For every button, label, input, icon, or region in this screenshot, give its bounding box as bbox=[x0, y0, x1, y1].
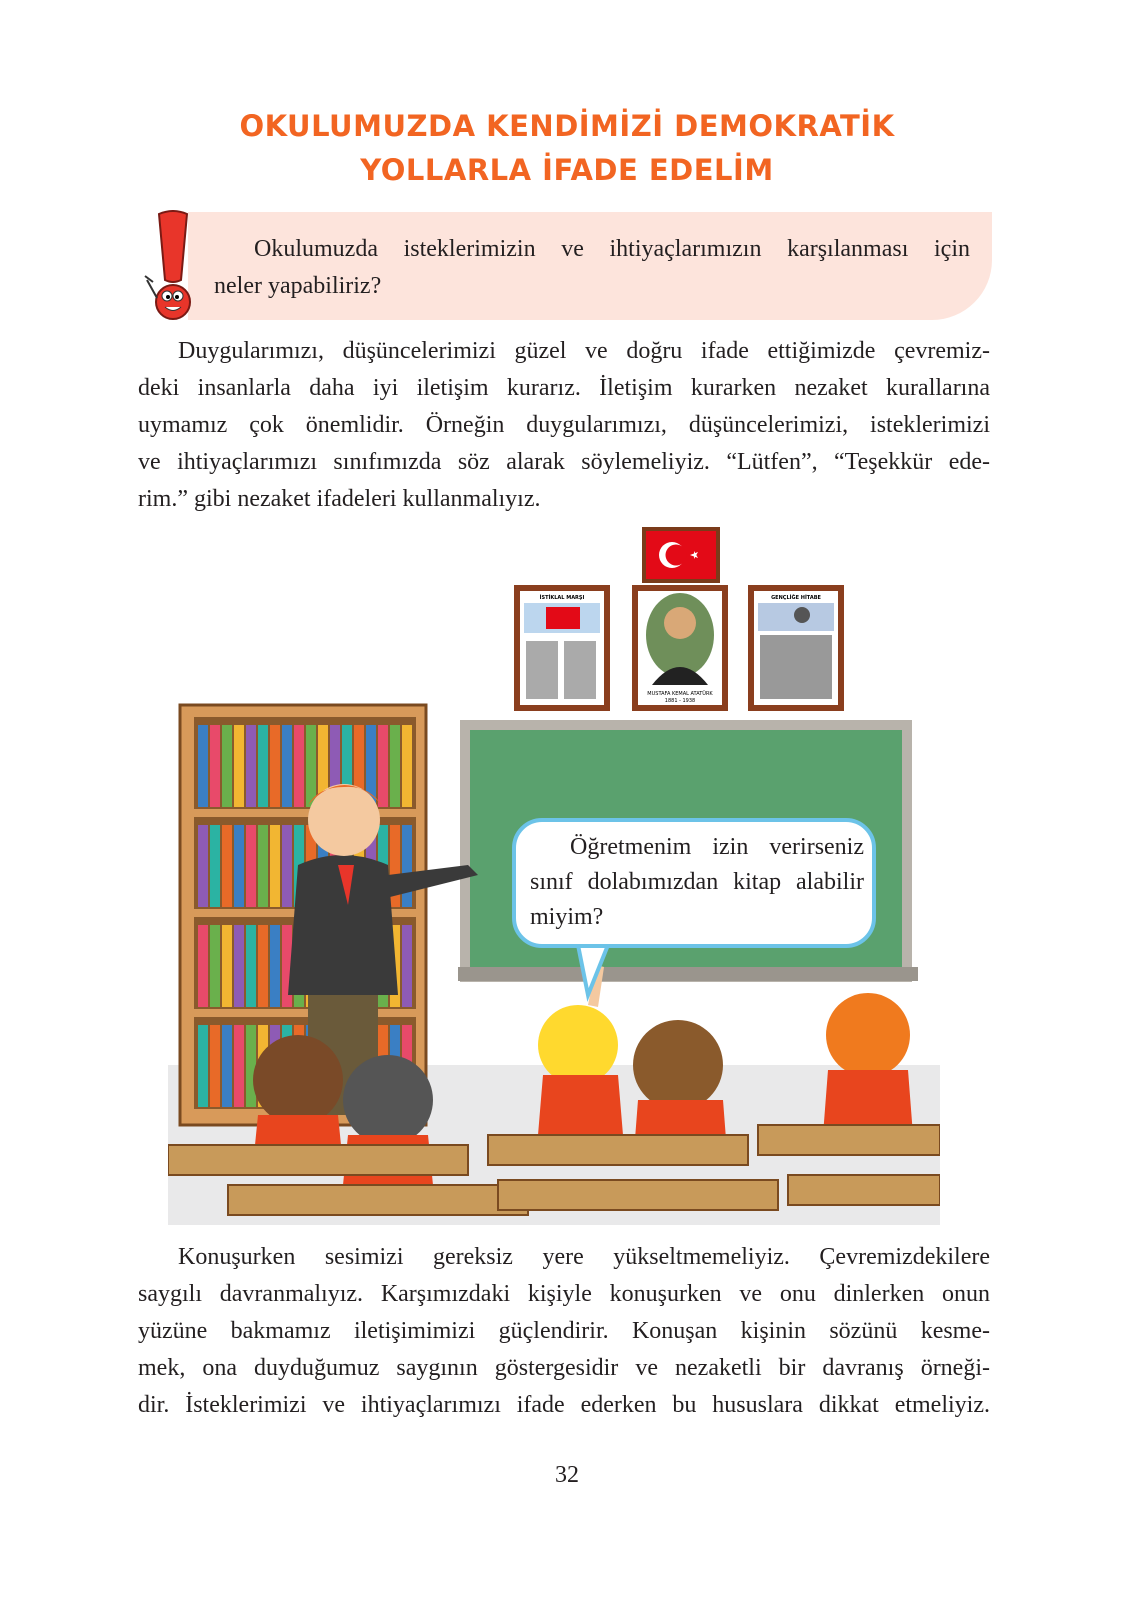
book bbox=[402, 725, 412, 807]
exclamation-mascot-icon bbox=[143, 210, 199, 322]
ataturk-years: 1881 - 1938 bbox=[664, 698, 696, 704]
book bbox=[210, 1025, 220, 1107]
question-line: neler yapabiliriz? bbox=[214, 273, 382, 299]
paragraph-line: ve ihtiyaçlarımızı sınıfımızda söz alarak söylemeliyiz. “Lütfen”, “Teşekkür ede- bbox=[138, 449, 990, 475]
turkish-flag-icon bbox=[642, 527, 720, 583]
book bbox=[198, 825, 208, 907]
book bbox=[294, 725, 304, 807]
book bbox=[270, 825, 280, 907]
paragraph-line: uymamız çok önemlidir. Örneğin duygularımızı, düşüncelerimizi, isteklerimizi bbox=[138, 412, 990, 438]
istiklal-caption: İSTİKLAL MARŞI bbox=[539, 595, 585, 601]
title-line-2: YOLLARLA İFADE EDELİM bbox=[360, 153, 774, 187]
title-line-1: OKULUMUZDA KENDİMİZİ DEMOKRATİK bbox=[239, 109, 895, 143]
bubble-line: Öğretmenim izin verirseniz bbox=[570, 834, 864, 860]
speech-bubble bbox=[512, 818, 876, 948]
book bbox=[378, 725, 388, 807]
bubble-line: miyim? bbox=[530, 904, 604, 930]
book bbox=[246, 1025, 256, 1107]
paragraph-line: rim.” gibi nezaket ifadeleri kullanmalıyız. bbox=[138, 486, 541, 512]
book bbox=[234, 825, 244, 907]
paragraph-line: yüzüne bakmamız iletişimimizi güçlendirir. Konuşan kişinin sözünü kesme- bbox=[138, 1318, 990, 1344]
book bbox=[270, 925, 280, 1007]
question-line: Okulumuzda isteklerimizin ve ihtiyaçlarımızın karşılanması için bbox=[254, 236, 970, 262]
book bbox=[234, 725, 244, 807]
book bbox=[222, 725, 232, 807]
paragraph-line: deki insanlarla daha iyi iletişim kurarız. İletişim kurarken nezaket kurallarına bbox=[138, 375, 990, 401]
book bbox=[270, 725, 280, 807]
bubble-line: sınıf dolabımızdan kitap alabilir bbox=[530, 869, 864, 895]
book bbox=[222, 825, 232, 907]
book bbox=[198, 925, 208, 1007]
book bbox=[402, 925, 412, 1007]
paragraph-line: dir. İsteklerimizi ve ihtiyaçlarımızı ifade ederken bu hususlara dikkat etmeliyiz. bbox=[138, 1392, 990, 1418]
book bbox=[210, 925, 220, 1007]
book bbox=[258, 825, 268, 907]
book bbox=[282, 825, 292, 907]
book bbox=[222, 1025, 232, 1107]
book bbox=[234, 925, 244, 1007]
book bbox=[210, 825, 220, 907]
book bbox=[198, 1025, 208, 1107]
paragraph-line: Konuşurken sesimizi gereksiz yere yükseltmemeliyiz. Çevremizdekilere bbox=[178, 1244, 990, 1270]
book bbox=[234, 1025, 244, 1107]
book bbox=[390, 725, 400, 807]
book bbox=[282, 725, 292, 807]
paragraph-line: saygılı davranmalıyız. Karşımızdaki kişiyle konuşurken ve onu dinlerken onun bbox=[138, 1281, 990, 1307]
hitabe-caption: GENÇLİĞE HİTABE bbox=[771, 595, 821, 601]
book bbox=[198, 725, 208, 807]
book bbox=[222, 925, 232, 1007]
book bbox=[306, 725, 316, 807]
istiklal-marsi-frame bbox=[514, 585, 610, 711]
genclige-hitabe-frame bbox=[748, 585, 844, 711]
ataturk-caption: MUSTAFA KEMAL ATATÜRK bbox=[647, 691, 713, 697]
page-number: 32 bbox=[555, 1462, 579, 1488]
book bbox=[258, 725, 268, 807]
book bbox=[258, 925, 268, 1007]
book bbox=[246, 925, 256, 1007]
paragraph-line: Duygularımızı, düşüncelerimizi güzel ve doğru ifade ettiğimizde çevremiz- bbox=[178, 338, 990, 364]
book bbox=[246, 725, 256, 807]
book bbox=[246, 825, 256, 907]
book bbox=[210, 725, 220, 807]
book bbox=[402, 825, 412, 907]
paragraph-line: mek, ona duyduğumuz saygının göstergesidir ve nezaketli bir davranış örneği- bbox=[138, 1355, 990, 1381]
page-title bbox=[0, 104, 1134, 192]
